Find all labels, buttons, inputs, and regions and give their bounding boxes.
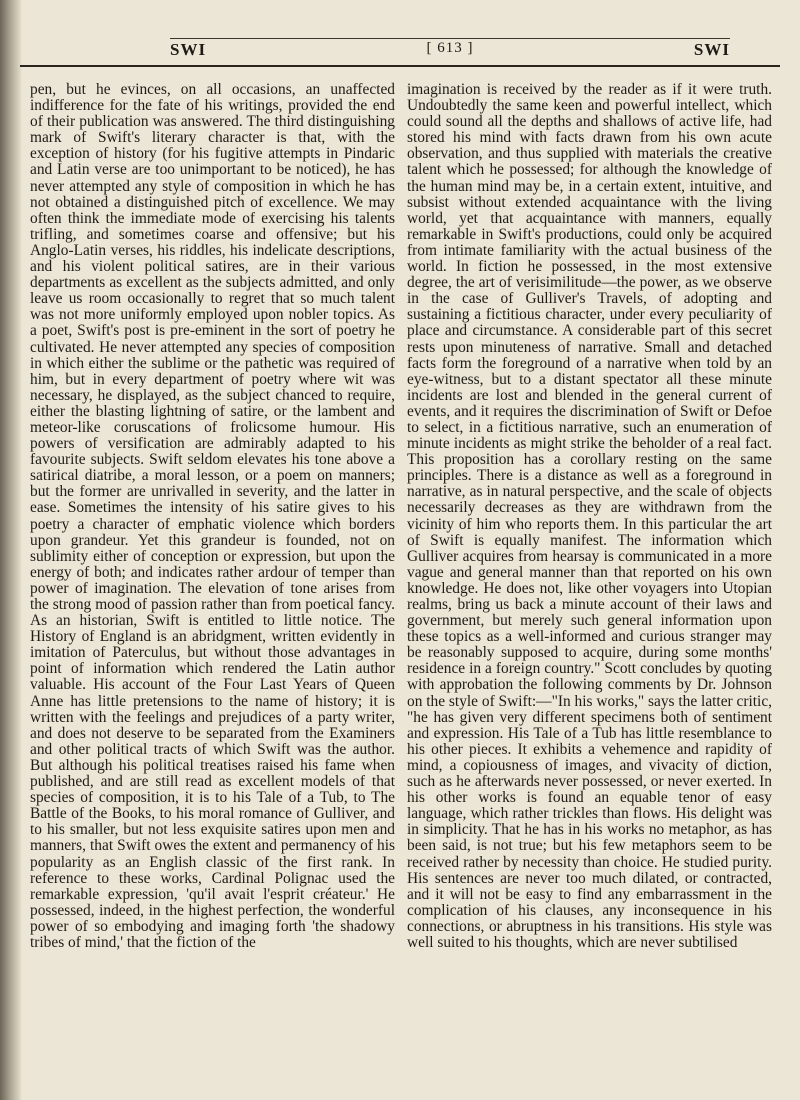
left-column: [30, 82, 395, 951]
page-binding-shadow: [0, 0, 22, 1100]
page-number: [ 613 ]: [426, 40, 474, 56]
right-column: [407, 82, 772, 951]
header-right-word: SWI: [693, 40, 730, 59]
header-bottom-rule: [20, 65, 780, 67]
running-header: [170, 40, 730, 62]
left-column-text: pen, but he evinces, on all occasions, an unaffected indifference for the fate of his writings, provided the end of their publication was answered. The third distinguishing mark of Swift's literary character is that, with the exception of history (for his fugitive attempts in Pindaric and Latin verse are too unimportant to be noticed), he has never attempted any style of composition in which he has not obtained a distinguished pitch of excellence. We may often think the immediate mode of exercising his talents trifling, and sometimes coarse and offensive; but his Anglo-Latin verses, his riddles, his indelicate descriptions, and his violent political satires, are in their various departments as excellent as the subjects admitted, and only leave us room occasionally to regret that so much talent was not more uniformly employed upon nobler topics. As a poet, Swift's post is pre-eminent in the sort of poetry he cultivated. He never attempted any species of composition in which either the sublime or the pathetic was required of him, but in every department of poetry where wit was necessary, he displayed, as the subject chanced to require, either the blasting lightning of satire, or the lambent and meteor-like coruscations of frolicsome humour. His powers of versification are admirably adapted to his favourite subjects. Swift seldom elevates his tone above a satirical diatribe, a moral lesson, or a poem on manners; but the former are unrivalled in severity, and the latter in ease. Sometimes the intensity of his satire gives to his poetry a character of emphatic violence which borders upon grandeur. Yet this grandeur is founded, not on sublimity either of conception or expression, but upon the energy of both; and indicates rather ardour of temper than power of imagination. The elevation of tone arises from the strong mood of passion rather than from poetical fancy. As an historian, Swift is entitled to little notice. The History of England is an abridgment, written evidently in imitation of Paterculus, but without those advantages in point of information which rendered the Latin author valuable. His account of the Four Last Years of Queen Anne has little pretensions to the name of history; it is written with the feelings and prejudices of a party writer, and does not deserve to be separated from the Examiners and other political tracts of which Swift was the author. But although his political treatises raised his fame when published, and are still read as excellent models of that species of composition, it is to his Tale of a Tub, to The Battle of the Books, to his moral romance of Gulliver, and to his smaller, but not less exquisite satires upon men and manners, that Swift owes the extent and permanency of his popularity as an English classic of the first rank. In reference to these works, Cardinal Polignac used the remarkable expression, 'qu'il avait l'esprit créateur.' He possessed, indeed, in the highest perfection, the wonderful power of so embodying and imaging forth 'the shadowy tribes of mind,' that the fiction of the: [30, 81, 395, 951]
right-column-text: imagination is received by the reader as if it were truth. Undoubtedly the same keen and powerful intellect, which could sound all the depths and shallows of active life, had stored his mind with facts drawn from his own acute observation, and thus supplied with materials the creative talent which he possessed; for although the knowledge of the human mind may be, in a certain extent, intuitive, and subsist without extended acquaintance with the living world, yet that acquaintance with manners, equally remarkable in Swift's productions, could only be acquired from intimate familiarity with the actual business of the world. In fiction he possessed, in the most extensive degree, the art of verisimilitude—the power, as we observe in the case of Gulliver's Travels, of adopting and sustaining a fictitious character, under every peculiarity of place and circumstance. A considerable part of this secret rests upon minuteness of narrative. Small and detached facts form the foreground of a narrative when told by an eye-witness, but to a distant spectator all these minute incidents are lost and blended in the general current of events, and it requires the discrimination of Swift or Defoe to select, in a fictitious narrative, such an enumeration of minute incidents as might strike the beholder of a real fact. This proposition has a corollary resting on the same principles. There is a distance as well as a foreground in narrative, as in natural perspective, and the scale of objects necessarily decreases as they are withdrawn from the vicinity of him who reports them. In this particular the art of Swift is equally manifest. The information which Gulliver acquires from hearsay is communicated in a more vague and general manner than that reported on his own knowledge. He does not, like other voyagers into Utopian realms, bring us back a minute account of their laws and government, but merely such general information upon these topics as a well-informed and curious stranger may be reasonably supposed to acquire, during some months' residence in a foreign country." Scott concludes by quoting with approbation the following comments by Dr. Johnson on the style of Swift:—"In his works," says the latter critic, "he has given very different specimens both of sentiment and expression. His Tale of a Tub has little resemblance to his other pieces. It exhibits a vehemence and rapidity of mind, a copiousness of images, and vivacity of diction, such as he afterwards never possessed, or never exerted. In his other works is found an equable tenor of easy language, which rather trickles than flows. His delight was in simplicity. That he has in his works no metaphor, as has been said, is not true; but his few metaphors seem to be received rather by necessity than choice. He studied purity. His sentences are never too much dilated, or contracted, and it will not be easy to find any embarrassment in the complication of his clauses, any inconsequence in his connections, or abruptness in his transitions. His style was well suited to his thoughts, which are never subtilised: [407, 81, 772, 951]
header-left-word: SWI: [170, 40, 207, 59]
header-top-rule: [170, 38, 730, 39]
